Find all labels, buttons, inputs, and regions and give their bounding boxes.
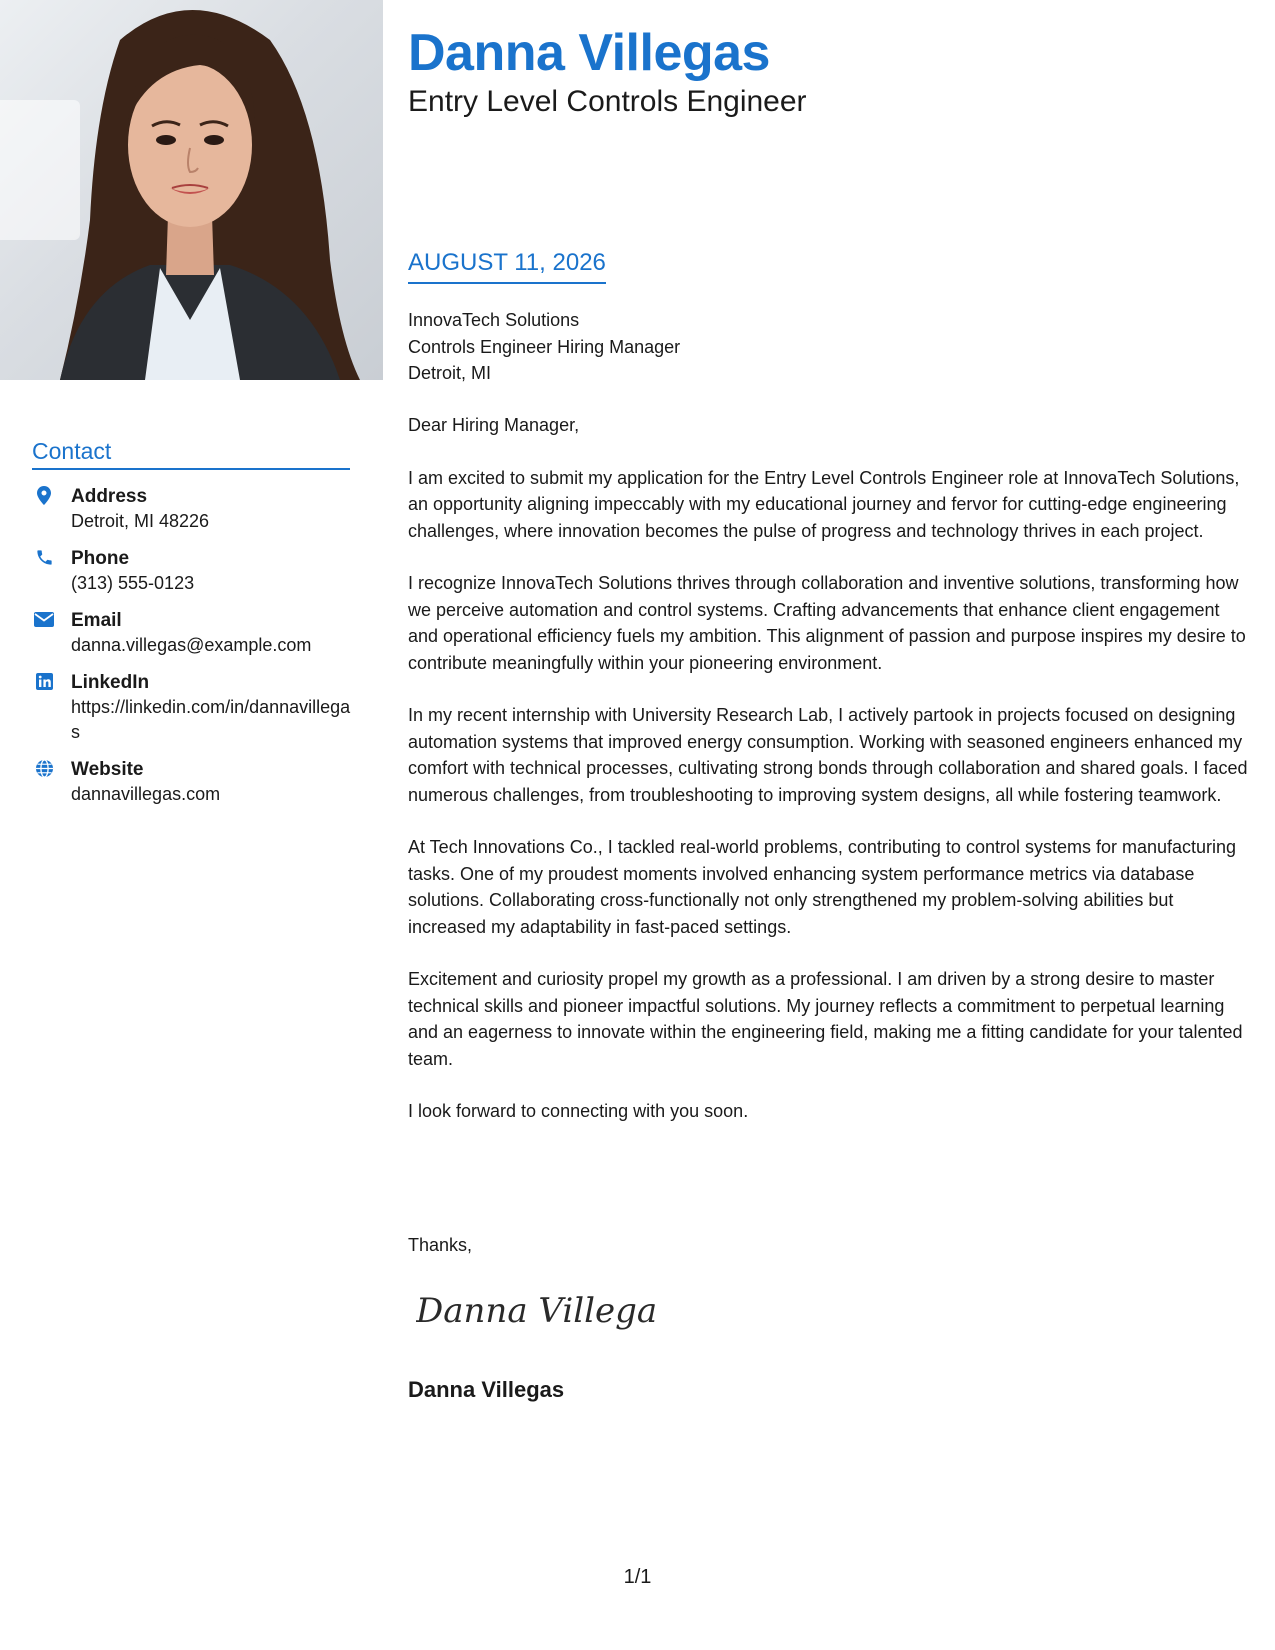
linkedin-label: LinkedIn bbox=[71, 672, 150, 693]
recipient-location: Detroit, MI bbox=[408, 363, 492, 383]
recipient-title: Controls Engineer Hiring Manager bbox=[408, 336, 681, 357]
email-label: Email bbox=[71, 610, 122, 631]
letter-body bbox=[408, 412, 1248, 1151]
portrait-illustration bbox=[0, 0, 383, 380]
phone-value: (313) 555-0123 bbox=[71, 573, 195, 593]
recipient-block bbox=[408, 307, 680, 387]
linkedin-value[interactable]: https://linkedin.com/in/dannavillegas bbox=[71, 697, 351, 742]
letter-date: AUGUST 11, 2026 bbox=[408, 248, 606, 284]
contact-heading: Contact bbox=[32, 438, 350, 470]
profile-photo bbox=[0, 0, 383, 380]
linkedin-icon bbox=[34, 671, 54, 691]
phone-label: Phone bbox=[71, 548, 130, 569]
website-value[interactable]: dannavillegas.com bbox=[71, 784, 221, 804]
contact-item-website bbox=[32, 757, 352, 807]
recipient-company: InnovaTech Solutions bbox=[408, 310, 580, 330]
svg-text:Danna Villegas: Danna Villegas bbox=[416, 1291, 656, 1331]
salutation: Dear Hiring Manager, bbox=[408, 415, 580, 435]
phone-icon bbox=[34, 547, 54, 567]
paragraph: I look forward to connecting with you soon. bbox=[408, 1101, 749, 1121]
job-title: Entry Level Controls Engineer bbox=[408, 85, 807, 118]
address-label: Address bbox=[71, 486, 148, 507]
envelope-icon bbox=[34, 609, 54, 629]
contact-item-linkedin bbox=[32, 670, 352, 745]
paragraph: I am excited to submit my application for the Entry Level Controls Engineer role at InnovaTech Solutions, an opportunity aligning impeccably with my educational journey and fervor for cutting-edge engineering challenges, where innovation becomes the pulse of progress and technology thrives in each project. bbox=[408, 467, 1240, 541]
contact-item-address bbox=[32, 484, 352, 534]
signer-name: Danna Villegas bbox=[408, 1377, 565, 1402]
website-label: Website bbox=[71, 759, 144, 780]
paragraph: In my recent internship with University Research Lab, I actively partook in projects focused on designing automation systems that improved energy consumption. Working with seasoned engineers enhanced my comfort with technical processes, cultivating strong bonds through collaboration and shared goals. I faced numerous challenges, from troubleshooting to improving system designs, all while fostering teamwork. bbox=[408, 705, 1248, 805]
contact-item-phone bbox=[32, 546, 352, 596]
address-value: Detroit, MI 48226 bbox=[71, 511, 210, 531]
page-number: 1/1 bbox=[623, 1566, 652, 1588]
paragraph: Excitement and curiosity propel my growth as a professional. I am driven by a strong desire to master technical skills and pioneer impactful solutions. My journey reflects a commitment to perpetual learning and an eagerness to innovate within the engineering field, making me a fitting candidate for your talented team. bbox=[408, 969, 1243, 1069]
closing: Thanks, bbox=[408, 1235, 473, 1255]
email-value[interactable]: danna.villegas@example.com bbox=[71, 635, 312, 655]
globe-icon bbox=[34, 758, 54, 778]
paragraph: I recognize InnovaTech Solutions thrives through collaboration and inventive solutions, transforming how we perceive automation and control systems. Crafting advancements that enhance client engagement and operational efficiency fuels my ambition. This alignment of passion and purpose inspires my desire to contribute meaningfully within your pioneering environment. bbox=[408, 573, 1246, 673]
contact-list bbox=[32, 484, 352, 819]
handwritten-signature bbox=[416, 1282, 656, 1347]
contact-item-email bbox=[32, 608, 352, 658]
location-pin-icon bbox=[34, 485, 54, 505]
applicant-name: Danna Villegas bbox=[408, 24, 770, 82]
paragraph: At Tech Innovations Co., I tackled real-world problems, contributing to control systems for manufacturing tasks. One of my proudest moments involved enhancing system performance metrics via database solutions. Collaborating cross-functionally not only strengthened my problem-solving abilities but increased my adaptability in fast-paced settings. bbox=[408, 837, 1237, 937]
